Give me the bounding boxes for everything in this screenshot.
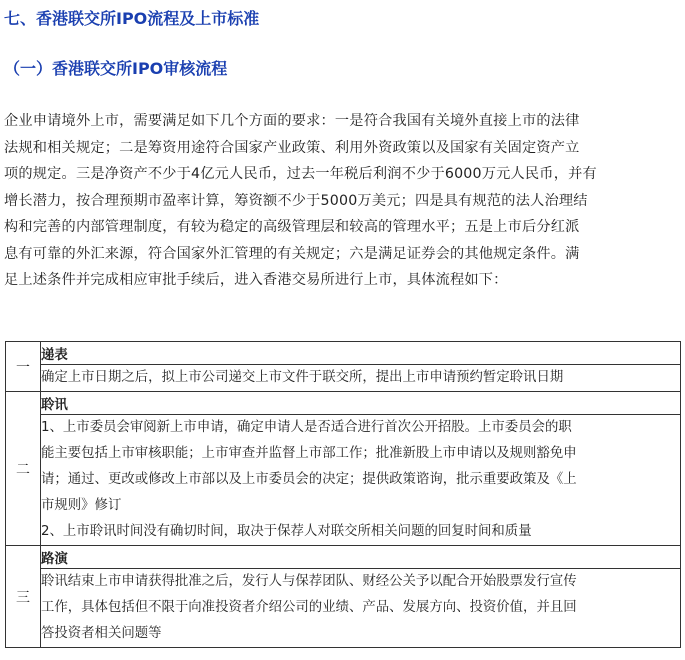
step-body-line: 2、上市聆讯时间没有确切时间，取决于保荐人对联交所相关问题的回复时间和质量 <box>41 524 532 539</box>
intro-paragraph <box>4 108 680 294</box>
step-title-row <box>6 342 681 365</box>
section-heading: 七、香港联交所IPO流程及上市标准 <box>4 9 260 28</box>
paragraph-line: 项的规定。三是净资产不少于4亿元人民币，过去一年税后利润不少于6000万元人民币，并有 <box>4 166 597 182</box>
step-body <box>41 365 681 392</box>
step-body-line: 市规则》修订 <box>41 498 122 513</box>
step-body-row <box>6 569 681 648</box>
step-body <box>41 569 681 648</box>
step-title-row <box>6 546 681 569</box>
paragraph-line: 足上述条件并完成相应审批手续后，进入香港交易所进行上市，具体流程如下： <box>4 272 508 288</box>
paragraph-line: 法规和相关规定；二是筹资用途符合国家产业政策、利用外资政策以及国家有关固定资产立 <box>4 139 580 156</box>
paragraph-line: 企业申请境外上市，需要满足如下几个方面的要求：一是符合我国有关境外直接上市的法律 <box>4 113 580 129</box>
step-body-row <box>6 415 681 546</box>
step-body-line: 请；通过、更改或修改上市部以及上市委员会的决定；提供政策谘询，批示重要政策及《上 <box>41 472 577 487</box>
paragraph-line: 构和完善的内部管理制度，有较为稳定的高级管理层和较高的管理水平；五是上市后分红派 <box>4 219 580 235</box>
subsection-heading: （一）香港联交所IPO审核流程 <box>4 59 228 78</box>
paragraph-line: 息有可靠的外汇来源，符合国家外汇管理的有关规定；六是满足证券会的其他规定条件。满 <box>4 245 580 262</box>
step-body-line: 工作，具体包括但不限于向准投资者介绍公司的业绩、产品、发展方向、投资价值，并且回 <box>41 600 577 615</box>
step-body-line: 1、上市委员会审阅新上市申请，确定申请人是否适合进行首次公开招股。上市委员会的职 <box>41 420 572 435</box>
paragraph-line: 增长潜力，按合理预期市盈率计算，筹资额不少于5000万美元；四是具有规范的法人治理结 <box>4 192 588 209</box>
step-body-row <box>6 365 681 392</box>
ipo-process-table <box>5 341 681 648</box>
step-body-line: 聆讯结束上市申请获得批准之后，发行人与保荐团队、财经公关予以配合开始股票发行宣传 <box>41 574 577 589</box>
step-body-line: 能主要包括上市审核职能；上市审查并监督上市部工作；批准新股上市申请以及规则豁免申 <box>41 446 577 461</box>
step-body-line: 答投资者相关问题等 <box>41 626 162 641</box>
step-number: 三 <box>6 546 41 648</box>
step-body <box>41 415 681 546</box>
step-title: 路演 <box>41 546 681 569</box>
step-title: 递表 <box>41 342 681 365</box>
step-number: 二 <box>6 392 41 546</box>
step-number: 一 <box>6 342 41 392</box>
step-title-row <box>6 392 681 415</box>
step-body-line: 确定上市日期之后，拟上市公司递交上市文件于联交所，提出上市申请预约暂定聆讯日期 <box>41 370 564 385</box>
step-title: 聆讯 <box>41 392 681 415</box>
